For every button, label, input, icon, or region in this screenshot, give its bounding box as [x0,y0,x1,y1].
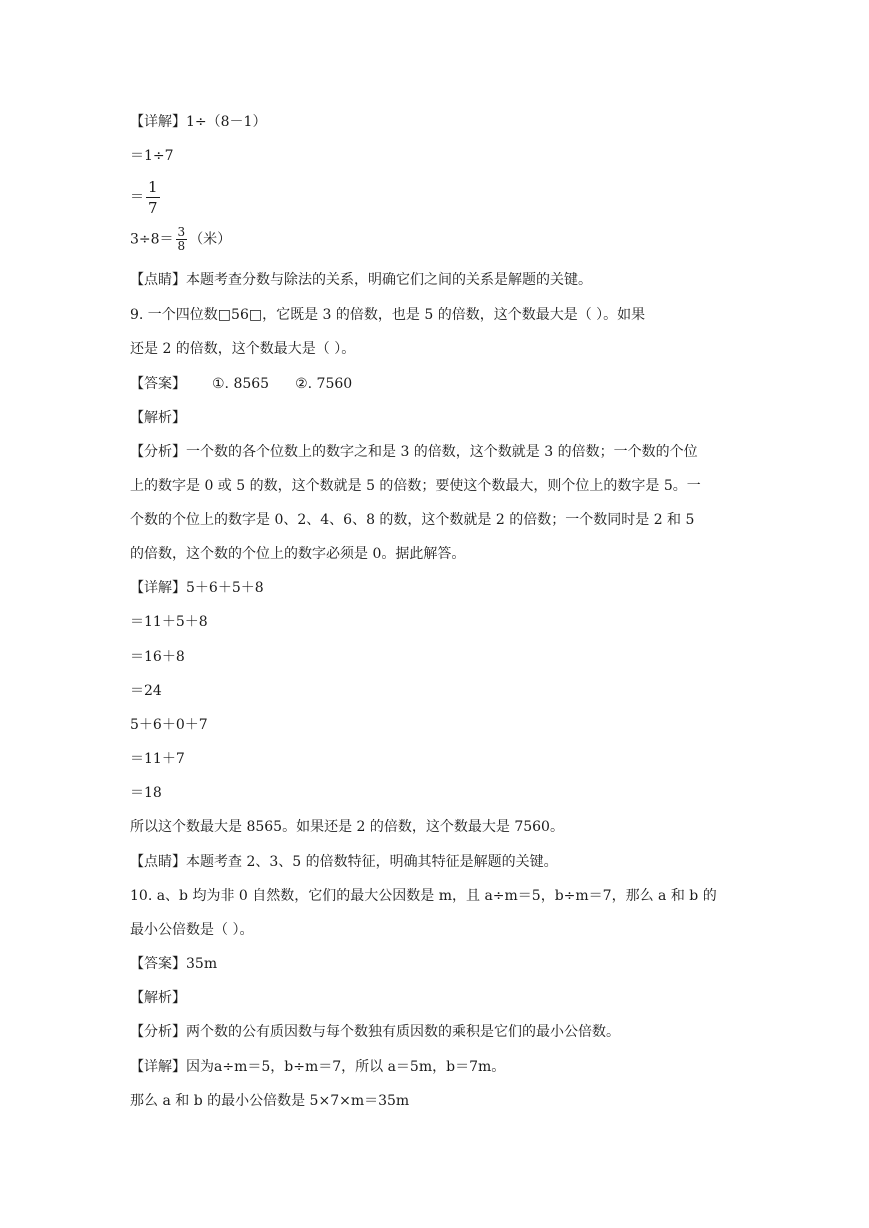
q9-detail-line-7: ＝18 [130,785,162,801]
q9-detail-line-2: ＝11＋5＋8 [130,614,208,630]
q9-analysis-line-1: 【分析】一个数的各个位数上的数字之和是 3 的倍数，这个数就是 3 的倍数；一个数的个位 [130,444,698,460]
q10-question-line-2: 最小公倍数是（ ）。 [130,922,254,938]
q8-step-2-prefix: ＝ [130,189,144,206]
fraction-denominator: 8 [177,239,186,253]
q9-detail-line-5: 5＋6＋0＋7 [130,717,208,733]
q9-question-line-2: 还是 2 的倍数，这个数最大是（ ）。 [130,341,356,357]
q9-analysis-line-4: 的倍数，这个数的个位上的数字必须是 0。据此解答。 [130,546,466,562]
q9-detail-line-6: ＝11＋7 [130,751,185,767]
q10-detail-line-1: 【详解】因为a÷m＝5，b÷m＝7，所以 a＝5m，b＝7m。 [130,1059,506,1075]
q9-analysis-line-3: 个数的个位上的数字是 0、2、4、6、8 的数，这个数就是 2 的倍数；一个数同时是 2 和 5 [130,512,695,528]
q10-answer: 【答案】35m [130,956,218,972]
q8-step-2 [130,177,162,218]
q9-answer [130,374,352,394]
fraction-one-seventh [146,177,160,218]
q9-answer-label: 【答案】 [130,376,186,392]
q10-question-line-1: 10. a、b 均为非 0 自然数，它们的最大公因数是 m，且 a÷m＝5，b÷m＝7，那么 a 和 b 的 [130,888,717,904]
fraction-numerator: 3 [177,225,186,239]
q9-conclusion: 所以这个数最大是 8565。如果还是 2 的倍数，这个数最大是 7560。 [130,819,564,835]
q8-step-3-prefix: 3÷8＝ [130,231,174,248]
q8-step-3 [130,226,231,253]
q8-step-1: ＝1÷7 [130,148,174,164]
q10-analysis: 【分析】两个数的公有质因数与每个数独有质因数的乘积是它们的最小公倍数。 [130,1024,620,1040]
q9-detail-line-1: 【详解】5＋6＋5＋8 [130,580,264,596]
q9-answer-1: ①. 8565 [212,376,270,392]
q9-question-line-1: 9. 一个四位数□56□，它既是 3 的倍数，也是 5 的倍数，这个数最大是（ ）。如果 [130,307,646,323]
q10-detail-line-2: 那么 a 和 b 的最小公倍数是 5×7×m＝35m [130,1093,410,1109]
q8-detail-head: 【详解】1÷（8－1） [130,114,267,130]
q8-comment: 【点睛】本题考查分数与除法的关系，明确它们之间的关系是解题的关键。 [130,272,592,288]
fraction-denominator: 7 [148,199,158,217]
q9-detail-line-4: ＝24 [130,683,162,699]
q9-detail-line-3: ＝16＋8 [130,649,185,665]
fraction-numerator: 1 [148,178,158,196]
q10-jiexi: 【解析】 [130,990,186,1006]
q9-jiexi: 【解析】 [130,410,186,426]
q9-analysis-line-2: 上的数字是 0 或 5 的数，这个数就是 5 的倍数；要使这个数最大，则个位上的数字是 5。一 [130,478,701,494]
q9-answer-2: ②. 7560 [295,376,353,392]
q9-comment: 【点睛】本题考查 2、3、5 的倍数特征，明确其特征是解题的关键。 [130,854,558,870]
fraction-three-eighths [176,226,188,253]
q8-step-3-unit: （米） [189,231,232,248]
